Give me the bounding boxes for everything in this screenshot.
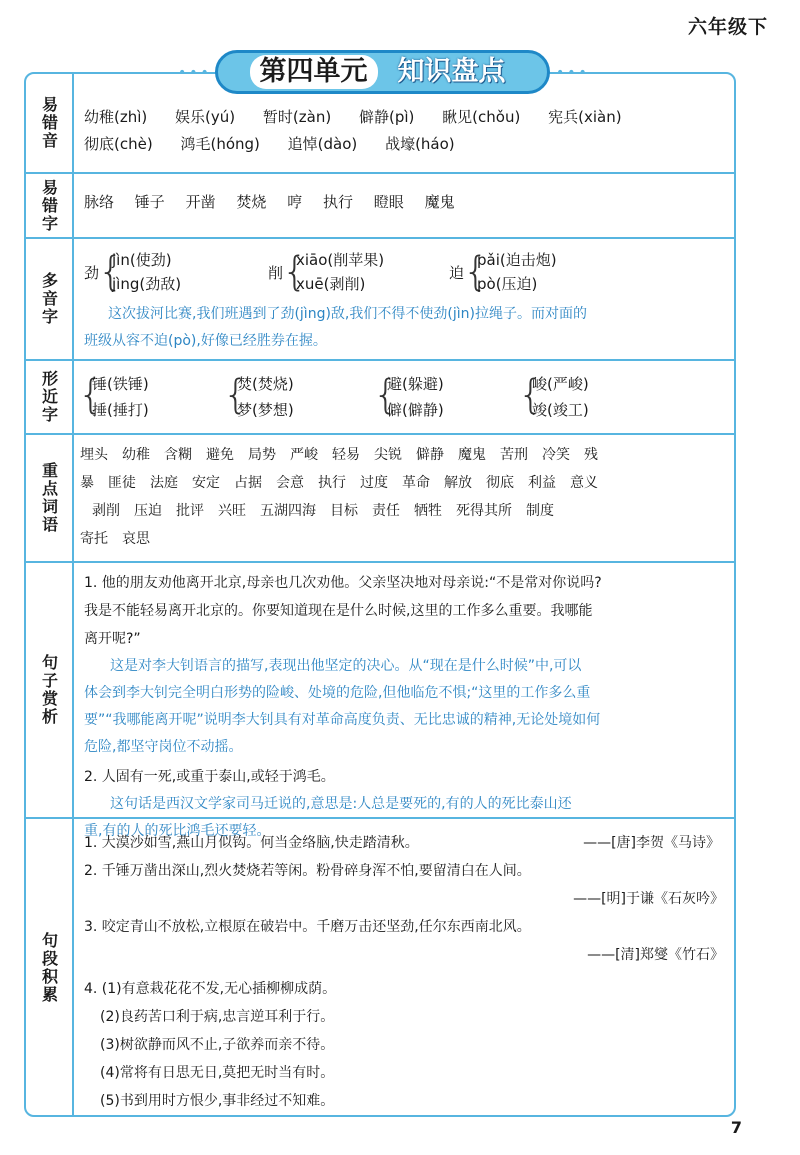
polyphone-group: 削 { xiāo(削苹果) xuē(剥削): [268, 249, 385, 295]
pron-item: 追悼(dào): [287, 135, 358, 153]
title-dots-right: •••: [556, 65, 590, 81]
char-item: 执行: [322, 193, 353, 211]
keyword-item: 牺牲: [414, 503, 442, 519]
saying-item: (3)树欲静而风不止,子欲养而亲不待。: [100, 1037, 335, 1053]
char-item: 开凿: [185, 193, 216, 211]
section-label: 易错字: [26, 174, 74, 237]
char-item: 魔鬼: [424, 193, 455, 211]
section-label: 句段积累: [26, 819, 74, 1117]
similar-group: { 锤(铁锤) 捶(捶打): [78, 372, 149, 419]
keyword-item: 意义: [570, 475, 598, 491]
section-label: 形近字: [26, 361, 74, 433]
char-item: 焚烧: [236, 193, 267, 211]
keyword-item: 兴旺: [218, 503, 246, 519]
analysis-note: 要”“我哪能离开呢”说明李大钊具有对革命高度负责、无比忠诚的精神,无论处境如何: [84, 712, 601, 728]
keyword-item: 含糊: [164, 447, 192, 463]
keywords-line: [80, 469, 724, 497]
poem-item: 1. 大漠沙如雪,燕山月似钩。何当金络脑,快走踏清秋。 ——[唐]李贺《马诗》: [84, 829, 724, 857]
keyword-item: 死得其所: [456, 503, 512, 519]
polyphone-group: 迫 { pǎi(迫击炮) pò(压迫): [449, 249, 557, 295]
keyword-item: 冷笑: [542, 447, 570, 463]
keyword-item: 安定: [192, 475, 220, 491]
analysis-note: 这句话是西汉文学家司马迁说的,意思是:人总是要死的,有的人的死比泰山还: [110, 796, 572, 812]
keyword-item: 局势: [248, 447, 276, 463]
keyword-item: 残: [584, 447, 598, 463]
section-similar: [26, 359, 734, 433]
saying-item: 4. (1)有意栽花花不发,无心插柳柳成荫。: [84, 981, 337, 997]
char-item: 锤子: [134, 193, 165, 211]
analysis-note: 体会到李大钊完全明白形势的险峻、处境的危险,但他临危不惧;“这里的工作多么重: [84, 685, 591, 701]
keyword-item: 五湖四海: [260, 503, 316, 519]
keyword-item: 执行: [318, 475, 346, 491]
sentence-text: 离开呢?”: [84, 631, 141, 647]
section-label: 重点词语: [26, 435, 74, 561]
keyword-item: 目标: [330, 503, 358, 519]
analysis-note: 这是对李大钊语言的描写,表现出他坚定的决心。从“现在是什么时候”中,可以: [110, 658, 582, 674]
page-number: 7: [730, 1118, 742, 1137]
keyword-item: 革命: [402, 475, 430, 491]
keyword-item: 暴: [80, 475, 94, 491]
pron-item: 娱乐(yú): [175, 108, 236, 126]
keyword-item: 解放: [444, 475, 472, 491]
keyword-item: 幼稚: [122, 447, 150, 463]
char-item: 瞪眼: [373, 193, 404, 211]
similar-group: { 避(躲避) 僻(僻静): [373, 372, 444, 419]
poem-source: ——[清]郑燮《竹石》: [587, 947, 724, 963]
similar-group: { 焚(焚烧) 梦(梦想): [223, 372, 294, 419]
section-label: 多音字: [26, 239, 74, 359]
keyword-item: 僻静: [416, 447, 444, 463]
keyword-item: 避免: [206, 447, 234, 463]
title-topic: 知识盘点: [397, 56, 506, 87]
sentence-text: 我是不能轻易离开北京的。你要知道现在是什么时候,这里的工作多么重要。我哪能: [84, 603, 593, 619]
keyword-item: 魔鬼: [458, 447, 486, 463]
analysis-note: 重,有的人的死比鸿毛还要轻。: [84, 823, 271, 839]
pron-item: 鸿毛(hóng): [180, 135, 260, 153]
keyword-item: 埋头: [80, 447, 108, 463]
polyphone-example: 班级从容不迫(pò),好像已经胜券在握。: [84, 333, 327, 349]
saying-item: (5)书到用时方恨少,事非经过不知难。: [100, 1093, 335, 1109]
sentence-text: 2. 人固有一死,或重于泰山,或轻于鸿毛。: [84, 769, 335, 785]
analysis-note: 危险,都坚守岗位不动摇。: [84, 739, 243, 755]
keyword-item: 严峻: [290, 447, 318, 463]
section-label: 句子赏析: [26, 563, 74, 817]
title-unit: 第四单元: [250, 55, 378, 89]
section-polyphones: [26, 237, 734, 359]
keyword-item: 法庭: [150, 475, 178, 491]
pron-item: 战壕(háo): [385, 135, 455, 153]
polyphone-group: 劲 { jìn(使劲) jìng(劲敌): [84, 249, 182, 295]
pron-item: 宪兵(xiàn): [548, 108, 622, 126]
section-label: 易错音: [26, 74, 74, 172]
section-keywords: [26, 433, 734, 561]
section-appreciation: [26, 561, 734, 839]
keyword-item: 利益: [528, 475, 556, 491]
pron-item: 暂时(zàn): [262, 108, 332, 126]
keyword-item: 寄托: [80, 531, 108, 547]
page-title: [215, 50, 550, 94]
pron-item: 瞅见(chǒu): [442, 108, 521, 126]
keywords-line: [80, 497, 724, 525]
grade-label: 六年级下: [687, 16, 768, 38]
keyword-item: 剥削: [92, 503, 120, 519]
keyword-item: 责任: [372, 503, 400, 519]
title-dots-left: •••: [178, 65, 212, 81]
knowledge-table: [24, 72, 736, 1117]
keyword-item: 彻底: [486, 475, 514, 491]
keywords-line: [80, 525, 724, 553]
keyword-item: 占据: [234, 475, 262, 491]
keyword-item: 苦刑: [500, 447, 528, 463]
saying-item: (4)常将有日思无日,莫把无时当有时。: [100, 1065, 335, 1081]
keyword-item: 尖锐: [374, 447, 402, 463]
pron-item: 彻底(chè): [84, 135, 153, 153]
poem-source: ——[明]于谦《石灰吟》: [573, 891, 724, 907]
keyword-item: 压迫: [134, 503, 162, 519]
pron-item: 僻静(pì): [358, 108, 415, 126]
keyword-item: 批评: [176, 503, 204, 519]
similar-group: { 峻(严峻) 竣(竣工): [518, 372, 589, 419]
keyword-item: 会意: [276, 475, 304, 491]
keyword-item: 制度: [526, 503, 554, 519]
char-item: 哼: [287, 193, 303, 211]
poem-source: ——[唐]李贺《马诗》: [583, 835, 720, 851]
keywords-line: [80, 441, 724, 469]
poem-item: 2. 千锤万凿出深山,烈火焚烧若等闲。粉骨碎身浑不怕,要留清白在人间。: [84, 863, 531, 879]
pron-item: 幼稚(zhì): [84, 108, 148, 126]
char-item: 脉络: [84, 193, 115, 211]
saying-item: (2)良药苦口利于病,忠言逆耳利于行。: [100, 1009, 335, 1025]
keyword-item: 匪徒: [108, 475, 136, 491]
poem-item: 3. 咬定青山不放松,立根原在破岩中。千磨万击还坚劲,任尔东西南北风。: [84, 919, 531, 935]
sentence-text: 1. 他的朋友劝他离开北京,母亲也几次劝他。父亲坚决地对母亲说:“不是常对你说吗?: [84, 575, 602, 591]
section-accumulation: [26, 817, 734, 1117]
keyword-item: 哀思: [122, 531, 150, 547]
polyphone-example: 这次拔河比赛,我们班遇到了劲(jìng)敌,我们不得不使劲(jìn)拉绳子。而对面的: [108, 306, 587, 322]
keyword-item: 轻易: [332, 447, 360, 463]
section-characters: [26, 172, 734, 237]
keyword-item: 过度: [360, 475, 388, 491]
